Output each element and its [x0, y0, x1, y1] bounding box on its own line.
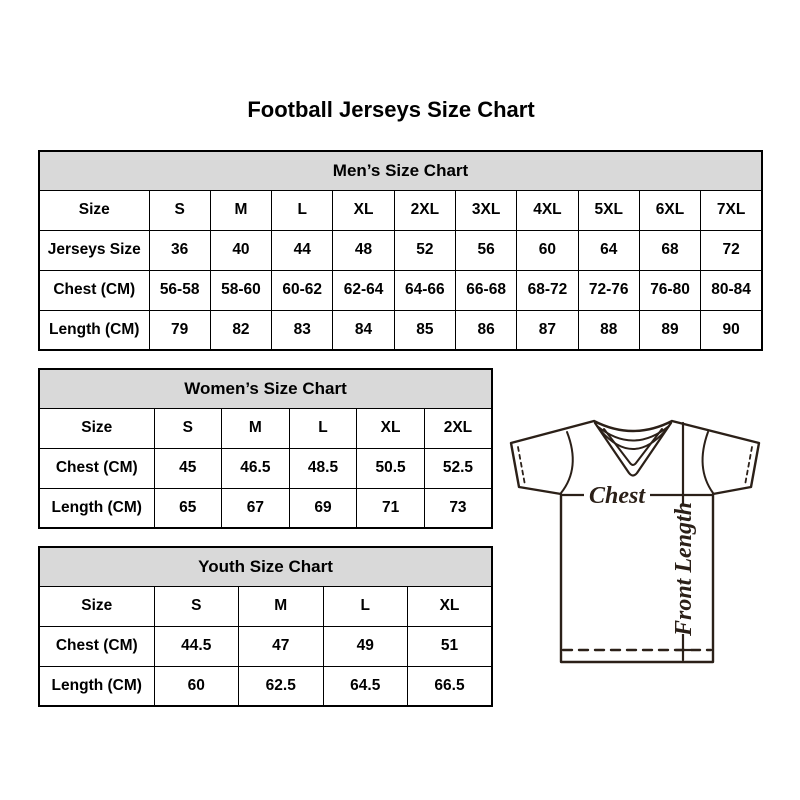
- value-cell: 64: [578, 230, 639, 270]
- row-label-cell: Chest (CM): [39, 270, 149, 310]
- value-cell: 76-80: [639, 270, 700, 310]
- table-row: [39, 270, 762, 310]
- value-cell: 44.5: [154, 626, 239, 666]
- value-cell: 79: [149, 310, 210, 350]
- left-armhole-seam: [561, 432, 573, 493]
- front-length-label: Front Length: [671, 501, 697, 637]
- value-cell: 56: [455, 230, 516, 270]
- value-cell: 60-62: [272, 270, 333, 310]
- value-cell: 44: [272, 230, 333, 270]
- value-cell: S: [154, 586, 239, 626]
- table-row: [39, 408, 492, 448]
- value-cell: 84: [333, 310, 394, 350]
- value-cell: 85: [394, 310, 455, 350]
- value-cell: 89: [639, 310, 700, 350]
- value-cell: 48.5: [289, 448, 357, 488]
- value-cell: L: [289, 408, 357, 448]
- value-cell: 48: [333, 230, 394, 270]
- table-row: [39, 448, 492, 488]
- row-label-cell: Chest (CM): [39, 448, 154, 488]
- value-cell: 87: [517, 310, 578, 350]
- left-cuff-dashed-line: [518, 447, 525, 485]
- value-cell: 49: [323, 626, 408, 666]
- table-header-row: [39, 369, 492, 408]
- row-label-cell: Length (CM): [39, 488, 154, 528]
- value-cell: 6XL: [639, 190, 700, 230]
- value-cell: 88: [578, 310, 639, 350]
- value-cell: 62-64: [333, 270, 394, 310]
- value-cell: 52: [394, 230, 455, 270]
- value-cell: 67: [222, 488, 290, 528]
- right-cuff-dashed-line: [745, 447, 752, 485]
- value-cell: 4XL: [517, 190, 578, 230]
- value-cell: 40: [210, 230, 271, 270]
- table-row: [39, 666, 492, 706]
- value-cell: 72-76: [578, 270, 639, 310]
- table-title: Youth Size Chart: [39, 547, 492, 586]
- table-row: [39, 586, 492, 626]
- table-row: [39, 230, 762, 270]
- vneck-inner-line: [604, 429, 662, 465]
- value-cell: 45: [154, 448, 222, 488]
- value-cell: 2XL: [424, 408, 492, 448]
- value-cell: 56-58: [149, 270, 210, 310]
- row-label-cell: Size: [39, 408, 154, 448]
- row-label-cell: Size: [39, 586, 154, 626]
- jersey-outline: [511, 421, 759, 662]
- value-cell: 52.5: [424, 448, 492, 488]
- value-cell: 36: [149, 230, 210, 270]
- table-row: [39, 626, 492, 666]
- value-cell: 60: [154, 666, 239, 706]
- value-cell: XL: [408, 586, 493, 626]
- row-label-cell: Length (CM): [39, 666, 154, 706]
- jersey-measurement-diagram: [505, 413, 770, 673]
- value-cell: XL: [357, 408, 425, 448]
- value-cell: 90: [701, 310, 762, 350]
- value-cell: 83: [272, 310, 333, 350]
- table-header-row: [39, 151, 762, 190]
- value-cell: 72: [701, 230, 762, 270]
- value-cell: 86: [455, 310, 516, 350]
- table-row: [39, 190, 762, 230]
- value-cell: 58-60: [210, 270, 271, 310]
- value-cell: 71: [357, 488, 425, 528]
- value-cell: 68-72: [517, 270, 578, 310]
- womens-size-chart-table: [38, 368, 493, 529]
- value-cell: 64-66: [394, 270, 455, 310]
- row-label-cell: Jerseys Size: [39, 230, 149, 270]
- table-title: Men’s Size Chart: [39, 151, 762, 190]
- jersey-diagram-svg: [505, 413, 770, 673]
- value-cell: 46.5: [222, 448, 290, 488]
- value-cell: 66-68: [455, 270, 516, 310]
- value-cell: M: [210, 190, 271, 230]
- chest-label: Chest: [588, 483, 646, 509]
- value-cell: 65: [154, 488, 222, 528]
- value-cell: 2XL: [394, 190, 455, 230]
- value-cell: 50.5: [357, 448, 425, 488]
- value-cell: 3XL: [455, 190, 516, 230]
- value-cell: 7XL: [701, 190, 762, 230]
- value-cell: 62.5: [239, 666, 324, 706]
- value-cell: XL: [333, 190, 394, 230]
- value-cell: 68: [639, 230, 700, 270]
- right-armhole-seam: [703, 432, 713, 493]
- value-cell: 66.5: [408, 666, 493, 706]
- value-cell: 51: [408, 626, 493, 666]
- table-row: [39, 310, 762, 350]
- mens-size-chart-table: [38, 150, 763, 351]
- table-row: [39, 488, 492, 528]
- row-label-cell: Length (CM): [39, 310, 149, 350]
- youth-size-chart-table: [38, 546, 493, 707]
- value-cell: L: [272, 190, 333, 230]
- value-cell: 64.5: [323, 666, 408, 706]
- value-cell: 80-84: [701, 270, 762, 310]
- value-cell: 69: [289, 488, 357, 528]
- page-title: Football Jerseys Size Chart: [247, 97, 535, 122]
- value-cell: 73: [424, 488, 492, 528]
- row-label-cell: Chest (CM): [39, 626, 154, 666]
- row-label-cell: Size: [39, 190, 149, 230]
- value-cell: S: [149, 190, 210, 230]
- value-cell: 82: [210, 310, 271, 350]
- value-cell: M: [222, 408, 290, 448]
- value-cell: S: [154, 408, 222, 448]
- table-title: Women’s Size Chart: [39, 369, 492, 408]
- value-cell: L: [323, 586, 408, 626]
- value-cell: 47: [239, 626, 324, 666]
- table-header-row: [39, 547, 492, 586]
- value-cell: M: [239, 586, 324, 626]
- value-cell: 60: [517, 230, 578, 270]
- value-cell: 5XL: [578, 190, 639, 230]
